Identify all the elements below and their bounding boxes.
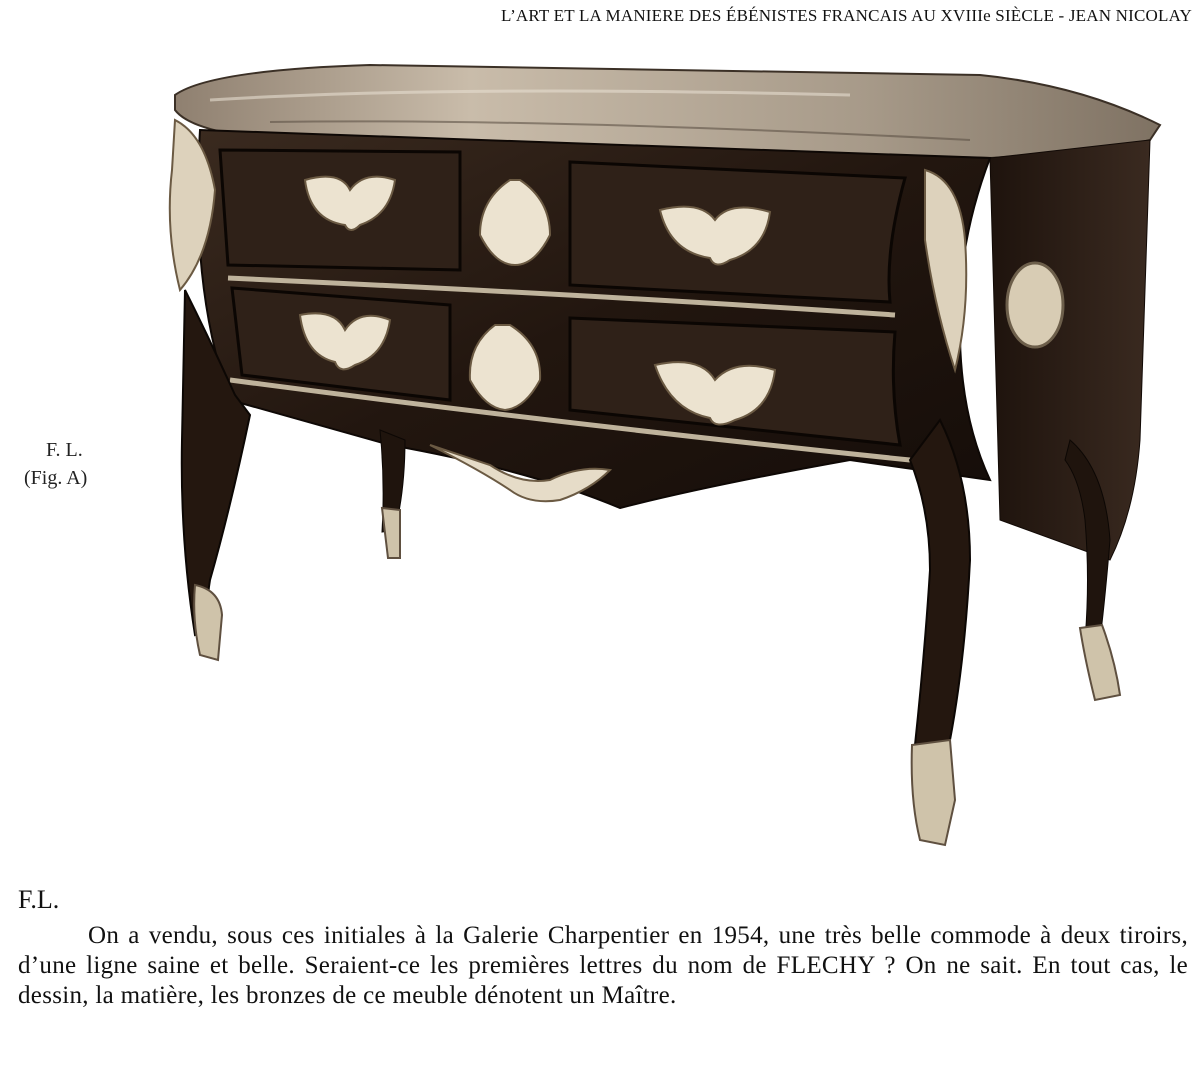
figure-label [24, 436, 87, 492]
commode-photo [150, 40, 1170, 870]
commode-side [990, 140, 1150, 560]
figure-label-initials: F. L. [46, 439, 83, 461]
sabot-back-left [382, 508, 400, 558]
section-heading: F.L. [18, 885, 60, 914]
page-header-title: L’ART ET LA MANIERE DES ÉBÉNISTES FRANCAIS AU XVIIIe SIÈCLE - JEAN NICOLAY [501, 6, 1192, 25]
side-bronze-mount [1007, 263, 1063, 347]
body-paragraph: On a vendu, sous ces initiales à la Galerie Charpentier en 1954, une très belle commode à deux tiroirs, d’une ligne saine et belle. Seraient-ce les premières lettres du nom de FLECHY ? On ne sait. En tout cas, le dessin, la matière, les bronzes de ce meuble dénotent un Maître. [18, 922, 1188, 1009]
sabot-front-left [194, 585, 222, 660]
sabot-back-right [1080, 625, 1120, 700]
figure-label-number: (Fig. A) [24, 467, 88, 489]
sabot-front-right [912, 740, 955, 845]
article-text [18, 885, 1188, 1011]
